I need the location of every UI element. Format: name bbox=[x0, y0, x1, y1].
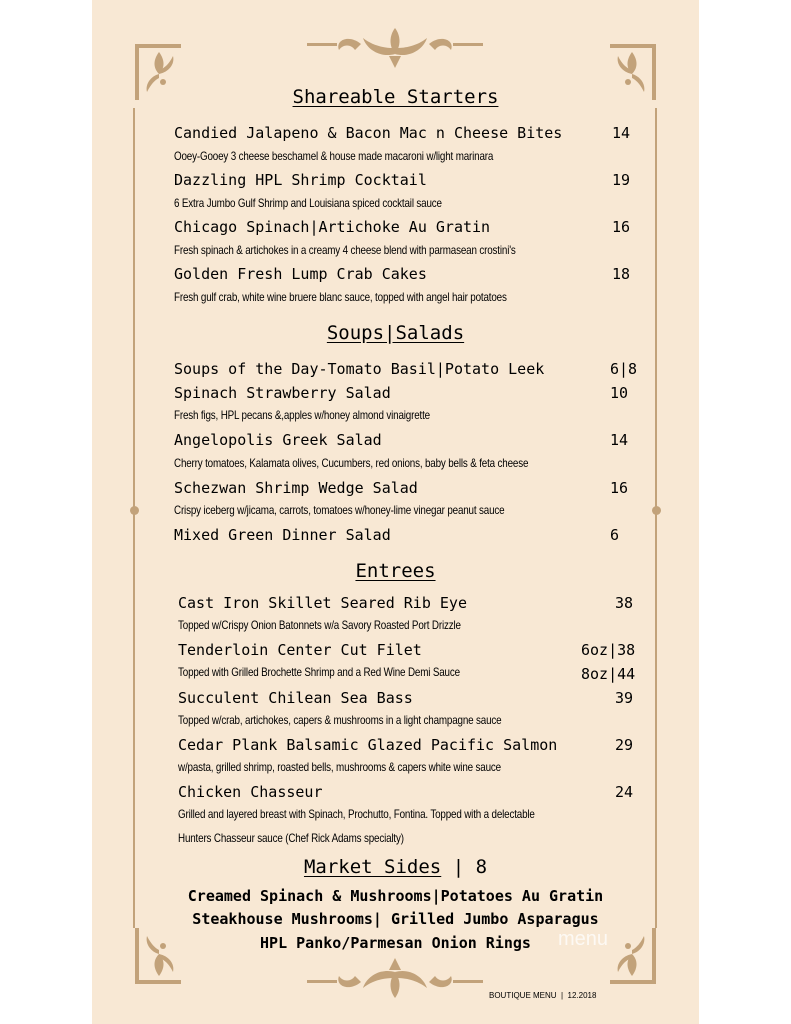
menu-item-price: 6 bbox=[610, 526, 620, 544]
menu-item-price: 38 bbox=[615, 594, 634, 612]
menu-item-description: Fresh gulf crab, white wine bruere blanc sauce, topped with angel hair potatoes bbox=[174, 290, 507, 304]
scroll-ornament-icon bbox=[305, 954, 485, 1002]
market-sides-price: | 8 bbox=[441, 856, 488, 878]
menu-item-name: Succulent Chilean Sea Bass bbox=[178, 689, 413, 707]
menu-item-name: Chicago Spinach|Artichoke Au Gratin bbox=[174, 218, 491, 236]
left-frame-dot bbox=[130, 506, 139, 515]
section-title-entrees: Entrees bbox=[355, 560, 436, 582]
menu-item-price: 39 bbox=[615, 689, 634, 707]
menu-item-description: Topped w/crab, artichokes, capers & mushrooms in a light champagne sauce bbox=[178, 713, 502, 727]
menu-item-price: 29 bbox=[615, 736, 634, 754]
menu-item-name: Schezwan Shrimp Wedge Salad bbox=[174, 479, 418, 497]
menu-item-price: 18 bbox=[612, 265, 631, 283]
menu-item-price: 24 bbox=[615, 783, 634, 801]
left-frame-line bbox=[133, 108, 135, 928]
menu-item-description-continued: Hunters Chasseur sauce (Chef Rick Adams specialty) bbox=[178, 831, 404, 845]
menu-item-price-secondary: 8oz|44 bbox=[581, 665, 636, 683]
menu-item-name: Dazzling HPL Shrimp Cocktail bbox=[174, 171, 427, 189]
menu-item-description: Crispy iceberg w/jicama, carrots, tomatoes w/honey-lime vinegar peanut sauce bbox=[174, 503, 505, 517]
right-frame-dot bbox=[652, 506, 661, 515]
menu-item-price: 10 bbox=[610, 384, 629, 402]
menu-item-description: Cherry tomatoes, Kalamata olives, Cucumbers, red onions, baby bells & feta cheese bbox=[174, 456, 529, 470]
menu-item-price: 6oz|38 bbox=[581, 641, 636, 659]
menu-item-name: Mixed Green Dinner Salad bbox=[174, 526, 391, 544]
section-title-market-sides bbox=[92, 856, 699, 878]
menu-item-description: 6 Extra Jumbo Gulf Shrimp and Louisiana spiced cocktail sauce bbox=[174, 196, 442, 210]
section-title-soups-salads: Soups|Salads bbox=[326, 322, 465, 344]
scroll-ornament-icon bbox=[305, 24, 485, 72]
menu-item-name: Cast Iron Skillet Seared Rib Eye bbox=[178, 594, 467, 612]
menu-item-name: Cedar Plank Balsamic Glazed Pacific Salmon bbox=[178, 736, 558, 754]
side-dish-line: HPL Panko/Parmesan Onion Rings bbox=[260, 934, 531, 952]
market-sides-title: Market Sides bbox=[303, 856, 442, 878]
menu-item-name: Tenderloin Center Cut Filet bbox=[178, 641, 422, 659]
watermark: menu bbox=[558, 928, 609, 950]
menu-item-price: 14 bbox=[610, 431, 629, 449]
menu-item-price: 16 bbox=[612, 218, 631, 236]
menu-item-price: 6|8 bbox=[610, 360, 638, 378]
menu-item-description: w/pasta, grilled shrimp, roasted bells, mushrooms & capers white wine sauce bbox=[178, 760, 501, 774]
menu-item-description: Topped with Grilled Brochette Shrimp and a Red Wine Demi Sauce bbox=[178, 665, 460, 679]
menu-item-description: Topped w/Crispy Onion Batonnets w/a Savory Roasted Port Drizzle bbox=[178, 618, 461, 632]
menu-item-description: Fresh figs, HPL pecans &,apples w/honey almond vinaigrette bbox=[174, 408, 430, 422]
menu-item-description: Grilled and layered breast with Spinach, Prochutto, Fontina. Topped with a delectable bbox=[178, 807, 535, 821]
menu-item-name: Candied Jalapeno & Bacon Mac n Cheese Bites bbox=[174, 124, 563, 142]
menu-item-description: Fresh spinach & artichokes in a creamy 4 cheese blend with parmasean crostini's bbox=[174, 243, 516, 257]
footer-note: BOUTIQUE MENU | 12.2018 bbox=[489, 991, 597, 1000]
right-frame-line bbox=[655, 108, 657, 928]
menu-item-name: Spinach Strawberry Salad bbox=[174, 384, 391, 402]
menu-item-price: 19 bbox=[612, 171, 631, 189]
menu-item-price: 14 bbox=[612, 124, 631, 142]
menu-item-name: Golden Fresh Lump Crab Cakes bbox=[174, 265, 427, 283]
side-dish-line: Creamed Spinach & Mushrooms|Potatoes Au Gratin bbox=[187, 887, 604, 905]
menu-item-name: Soups of the Day-Tomato Basil|Potato Leek bbox=[174, 360, 545, 378]
menu-item-price: 16 bbox=[610, 479, 629, 497]
side-dish-line: Steakhouse Mushrooms| Grilled Jumbo Asparagus bbox=[192, 910, 599, 928]
menu-item-name: Angelopolis Greek Salad bbox=[174, 431, 382, 449]
menu-item-name: Chicken Chasseur bbox=[178, 783, 323, 801]
section-title-starters: Shareable Starters bbox=[292, 86, 499, 108]
menu-item-description: Ooey-Gooey 3 cheese beschamel & house made macaroni w/light marinara bbox=[174, 149, 494, 163]
